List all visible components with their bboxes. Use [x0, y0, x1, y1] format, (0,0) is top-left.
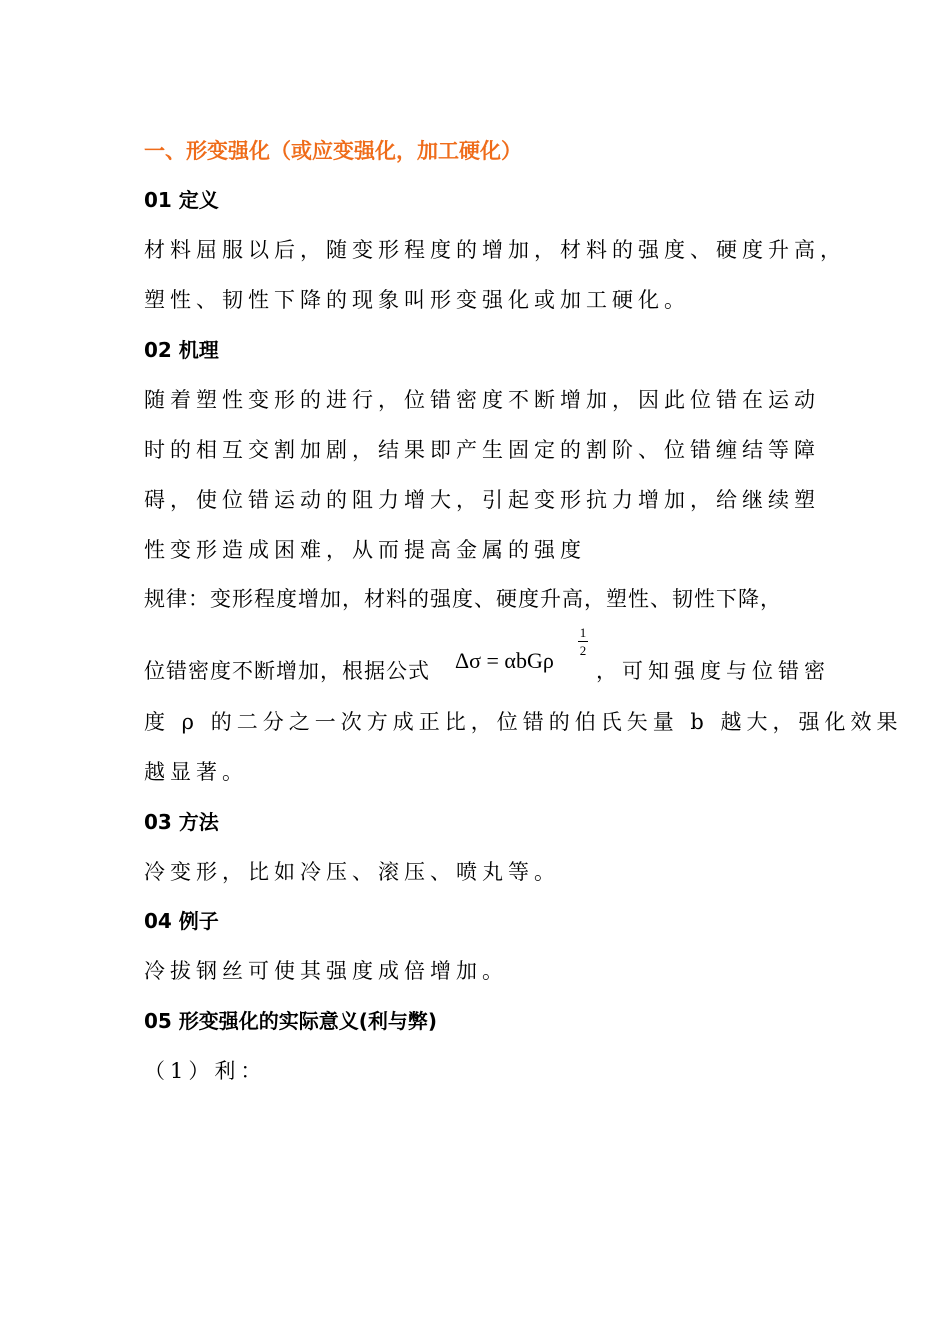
- formula-exponent: [577, 626, 589, 657]
- example-line: 冷拔钢丝可使其强度成倍增加。: [144, 959, 508, 983]
- formula-main: Δσ = αbGρ: [455, 648, 554, 673]
- method-line: 冷变形，比如冷压、滚压、喷丸等。: [144, 860, 560, 884]
- heading-significance: 05 形变强化的实际意义(利与弊): [144, 1009, 438, 1033]
- formula-exponent-denominator: 2: [579, 643, 587, 658]
- rule-line-1: 规律：变形程度增加，材料的强度、硬度升高，塑性、韧性下降，: [144, 587, 782, 611]
- mechanism-line-4: 性变形造成困难，从而提高金属的强度: [144, 538, 586, 562]
- heading-example: 04 例子: [144, 909, 219, 933]
- heading-mechanism: 02 机理: [144, 338, 219, 362]
- definition-line-2: 塑性、韧性下降的现象叫形变强化或加工硬化。: [144, 288, 690, 312]
- heading-method: 03 方法: [144, 810, 219, 834]
- mechanism-line-3: 碍，使位错运动的阻力增大，引起变形抗力增加，给继续塑: [144, 488, 820, 512]
- definition-line-1: 材料屈服以后，随变形程度的增加，材料的强度、硬度升高，: [144, 238, 846, 262]
- mechanism-line-1: 随着塑性变形的进行，位错密度不断增加，因此位错在运动: [144, 388, 820, 412]
- rule-line-3: 度 ρ 的二分之一次方成正比，位错的伯氏矢量 b 越大，强化效果: [144, 710, 903, 734]
- rule-line-4: 越显著。: [144, 760, 248, 784]
- formula-exponent-numerator: 1: [579, 625, 587, 640]
- significance-line: （1）利：: [144, 1059, 267, 1083]
- mechanism-line-2: 时的相互交割加剧，结果即产生固定的割阶、位错缠结等障: [144, 438, 820, 462]
- heading-definition: 01 定义: [144, 188, 219, 212]
- rule-line-2: 位错密度不断增加，根据公式: [144, 659, 430, 683]
- rule-line-2-continued: ，可知强度与位错密: [596, 659, 830, 683]
- fraction-bar: [578, 641, 588, 642]
- section-title: 一、形变强化（或应变强化，加工硬化）: [144, 139, 522, 163]
